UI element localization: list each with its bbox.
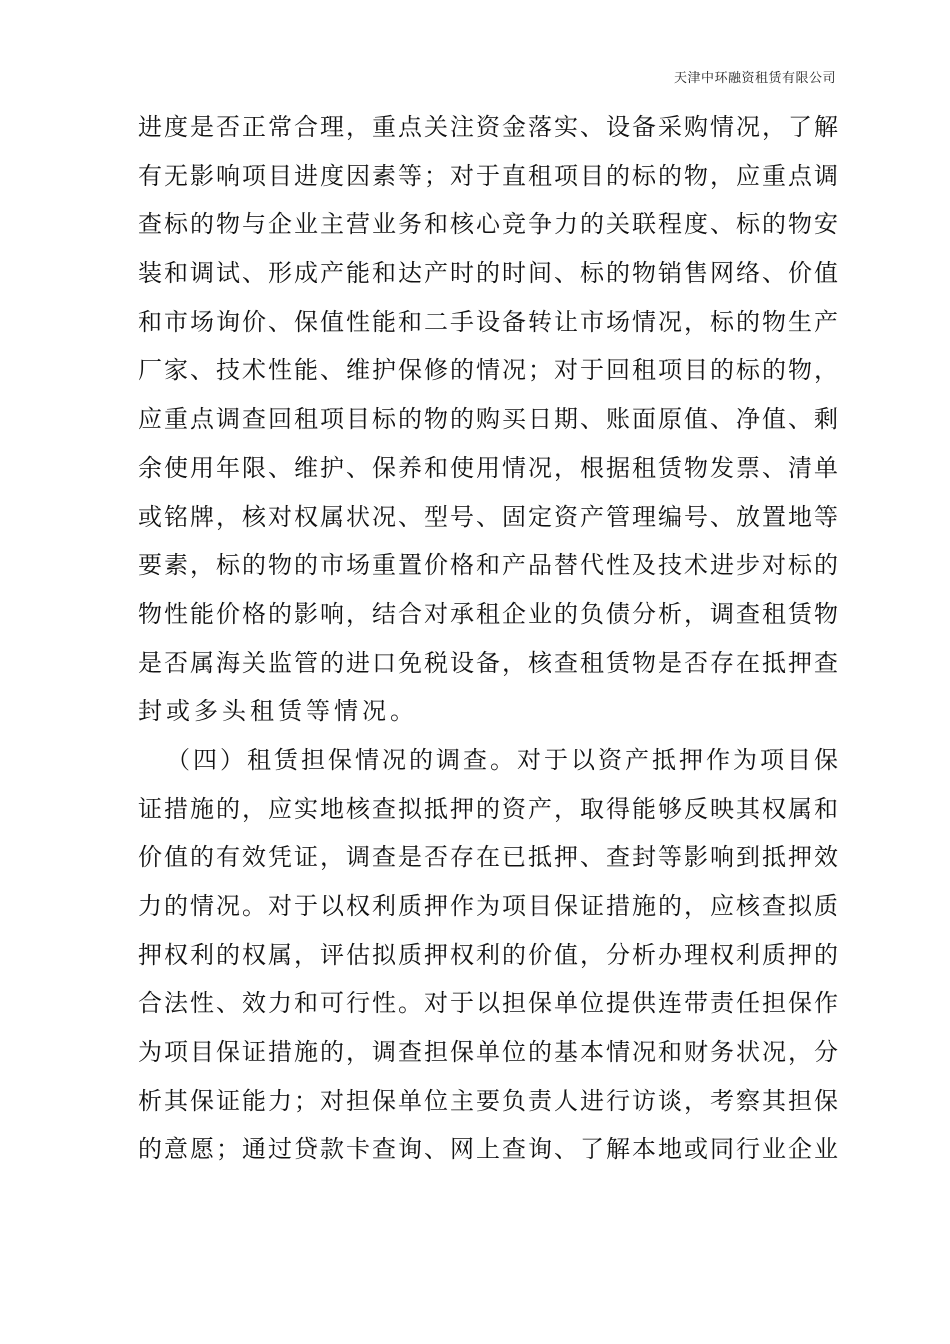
text-line: 封或多头租赁等情况。	[138, 697, 418, 726]
text-line: 价值的有效凭证，调查是否存在已抵押、查封等影响到抵押效	[138, 843, 838, 872]
text-line: 押权利的权属，评估拟质押权利的价值，分析办理权利质押的	[138, 940, 838, 969]
text-line: 的意愿；通过贷款卡查询、网上查询、了解本地或同行业企业	[138, 1135, 838, 1164]
text-line: 余使用年限、维护、保养和使用情况，根据租赁物发票、清单	[138, 453, 838, 482]
text-line: 厂家、技术性能、维护保修的情况；对于回租项目的标的物，	[138, 356, 838, 385]
text-line: 或铭牌，核对权属状况、型号、固定资产管理编号、放置地等	[138, 502, 838, 531]
page-header-company: 天津中环融资租赁有限公司	[673, 71, 836, 86]
paragraph-subject-matter-review	[138, 103, 838, 736]
text-line: 应重点调查回租项目标的物的购买日期、账面原值、净值、剩	[138, 405, 838, 434]
text-line: 合法性、效力和可行性。对于以担保单位提供连带责任担保作	[138, 989, 838, 1018]
text-line: 要素，标的物的市场重置价格和产品替代性及技术进步对标的	[138, 551, 838, 580]
text-line: 进度是否正常合理，重点关注资金落实、设备采购情况，了解	[138, 113, 838, 141]
text-line: 和市场询价、保值性能和二手设备转让市场情况，标的物生产	[138, 307, 838, 336]
text-line: 力的情况。对于以权利质押作为项目保证措施的，应核查拟质	[138, 892, 838, 920]
text-line: 析其保证能力；对担保单位主要负责人进行访谈，考察其担保	[138, 1086, 838, 1115]
text-line: 装和调试、形成产能和达产时的时间、标的物销售网络、价值	[138, 259, 838, 288]
paragraph-lease-guarantee-review	[138, 736, 838, 1174]
document-body	[138, 103, 838, 1174]
text-line: 是否属海关监管的进口免税设备，核查租赁物是否存在抵押查	[138, 648, 838, 677]
text-line: 物性能价格的影响，结合对承租企业的负债分析，调查租赁物	[138, 599, 838, 628]
text-line: 查标的物与企业主营业务和核心竞争力的关联程度、标的物安	[138, 210, 838, 239]
text-line: 有无影响项目进度因素等；对于直租项目的标的物，应重点调	[138, 161, 838, 190]
text-line: 证措施的，应实地核查拟抵押的资产，取得能够反映其权属和	[138, 794, 838, 823]
text-line-section-heading: （四）租赁担保情况的调查。对于以资产抵押作为项目保	[166, 745, 838, 774]
text-line: 为项目保证措施的，调查担保单位的基本情况和财务状况，分	[138, 1038, 838, 1067]
